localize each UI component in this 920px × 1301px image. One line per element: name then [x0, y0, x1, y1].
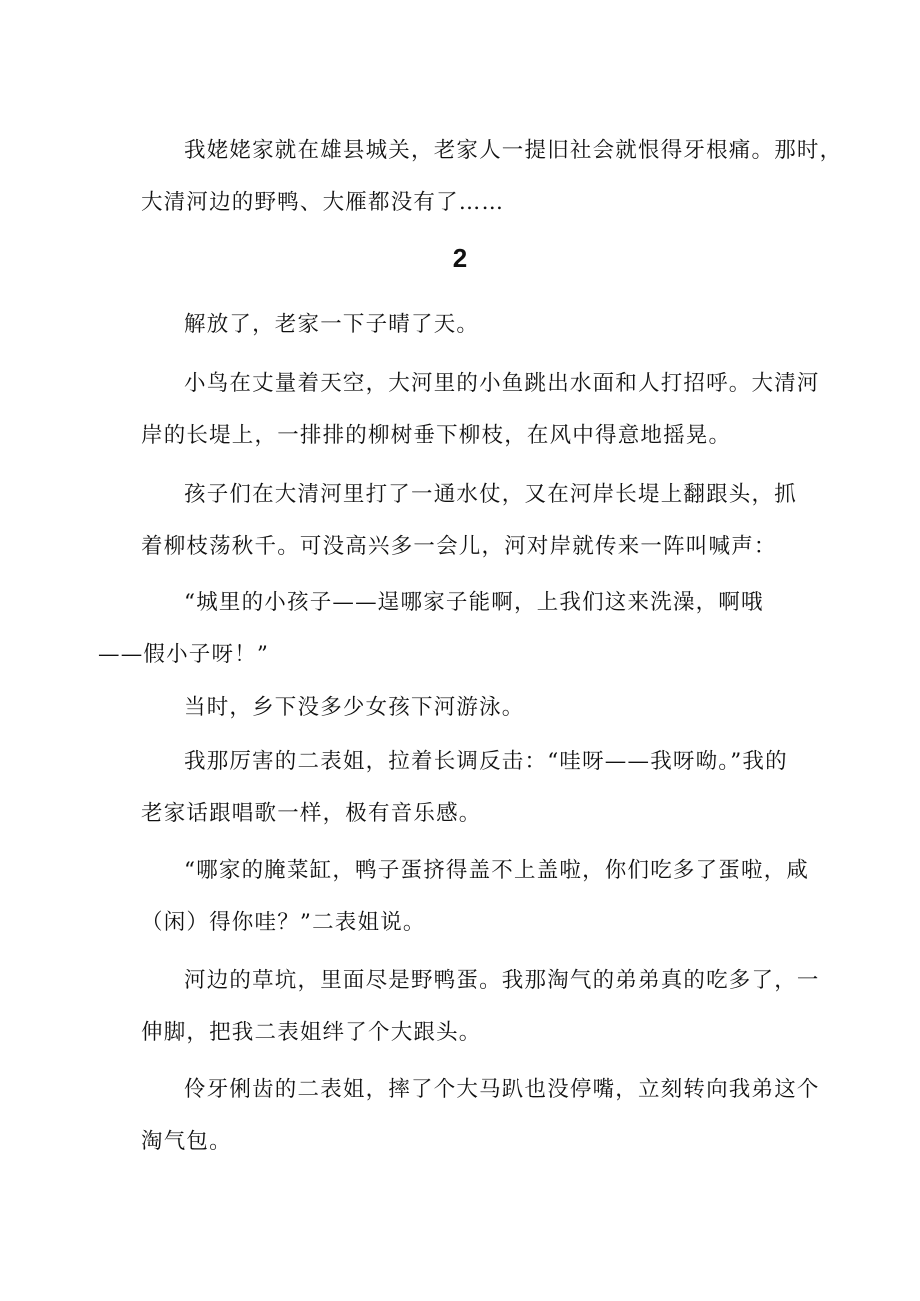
paragraph-line: 孩子们在大清河里打了一通水仗，又在河岸长堤上翻跟头，抓	[184, 482, 797, 507]
paragraph-line: ——假小子呀！”	[98, 642, 270, 667]
paragraph-9	[141, 1064, 820, 1168]
paragraph-line: 岸的长堤上，一排排的柳树垂下柳枝，在风中得意地摇晃。	[141, 423, 732, 448]
paragraph-6	[141, 736, 791, 840]
paragraph-line: 河边的草坑，里面尽是野鸭蛋。我那淘气的弟弟真的吃多了，一	[184, 968, 820, 993]
paragraph-line: 伶牙俐齿的二表姐，摔了个大马趴也没停嘴，立刻转向我弟这个	[184, 1077, 820, 1102]
paragraph-8	[141, 955, 820, 1059]
paragraph-line: 淘气包。	[141, 1129, 232, 1154]
paragraph-line: 大清河边的野鸭、大雁都没有了……	[141, 190, 505, 215]
paragraph-2	[141, 358, 820, 462]
paragraph-line: （闲）得你哇？”二表姐说。	[141, 910, 426, 935]
paragraph-3	[141, 469, 797, 573]
paragraph-7	[141, 845, 810, 949]
paragraph-line: 我姥姥家就在雄县城关，老家人一提旧社会就恨得牙根痛。那时，	[184, 138, 843, 163]
paragraph-line: “城里的小孩子——逞哪家子能啊，上我们这来洗澡，啊哦	[184, 590, 764, 615]
paragraph-line: 着柳枝荡秋千。可没高兴多一会儿，河对岸就传来一阵叫喊声：	[141, 534, 777, 559]
paragraph-line: “哪家的腌菜缸，鸭子蛋挤得盖不上盖啦，你们吃多了蛋啦，咸	[184, 858, 810, 883]
paragraph-line: 我那厉害的二表姐，拉着长调反击：“哇呀——我呀呦。”我的	[184, 749, 788, 774]
paragraph-line: 当时，乡下没多少女孩下河游泳。	[184, 695, 525, 720]
intro-paragraph	[141, 125, 843, 229]
paragraph-line: 老家话跟唱歌一样，极有音乐感。	[141, 801, 482, 826]
paragraph-1	[141, 299, 791, 351]
paragraph-line: 小鸟在丈量着天空，大河里的小鱼跳出水面和人打招呼。大清河	[184, 371, 820, 396]
paragraph-5	[141, 682, 791, 734]
paragraph-4	[98, 577, 791, 681]
paragraph-line: 解放了，老家一下子晴了天。	[184, 312, 480, 337]
section-number: 2	[452, 243, 468, 273]
paragraph-line: 伸脚，把我二表姐绊了个大跟头。	[141, 1020, 482, 1045]
